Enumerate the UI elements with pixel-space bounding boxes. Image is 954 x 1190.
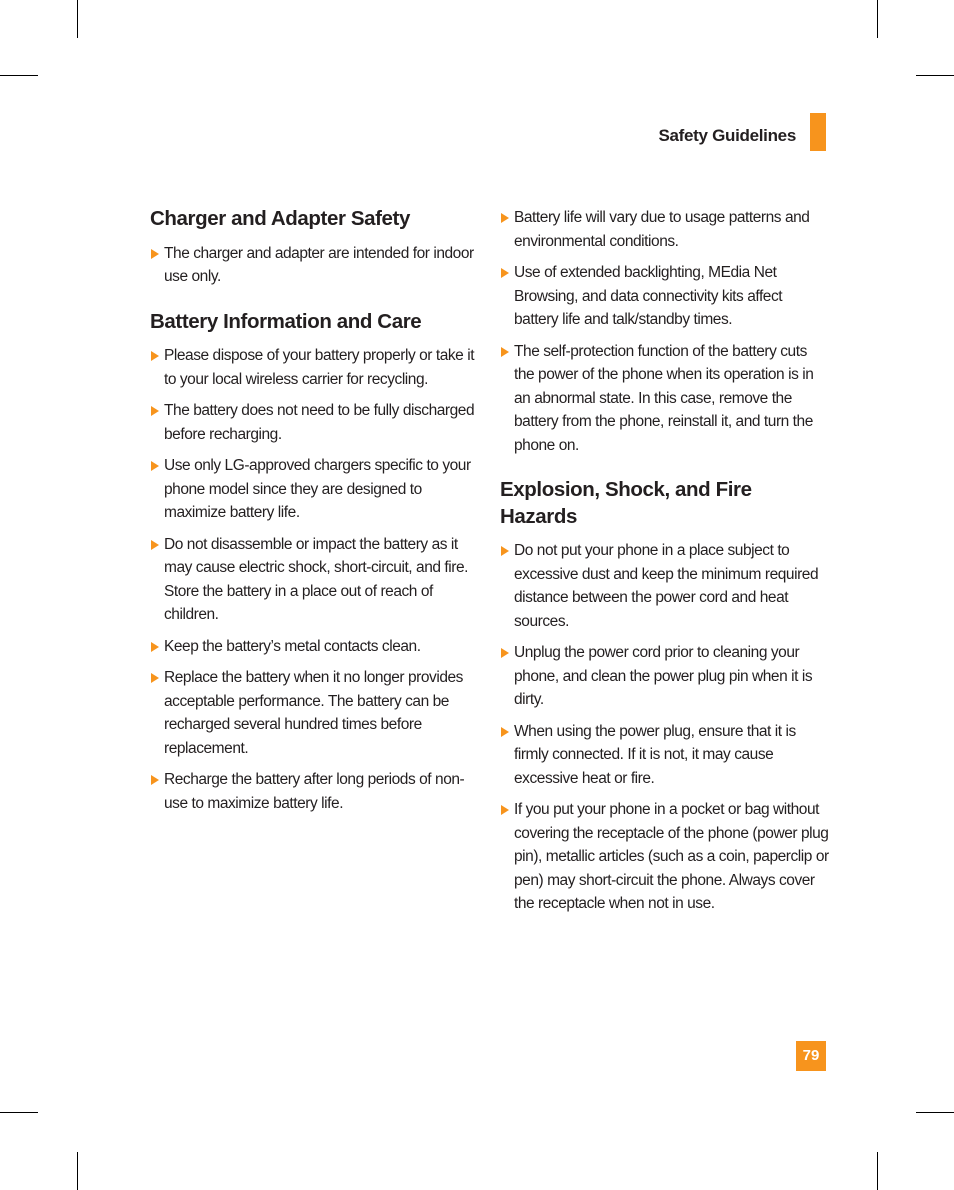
- section-charger-safety: [150, 206, 480, 289]
- bullet-arrow-icon: [501, 268, 509, 278]
- bullet-arrow-icon: [501, 648, 509, 658]
- bullet-arrow-icon: [501, 727, 509, 737]
- bullet-arrow-icon: [151, 642, 159, 652]
- bullet-arrow-icon: [151, 249, 159, 259]
- bullet-arrow-icon: [151, 775, 159, 785]
- section-heading: Charger and Adapter Safety: [150, 207, 410, 230]
- list-item: Do not put your phone in a place subject to excessive dust and keep the minimum required distance between the power cord and heat sources.: [500, 539, 830, 633]
- page-header-title: Safety Guidelines: [658, 126, 796, 145]
- bullet-arrow-icon: [501, 805, 509, 815]
- section-heading: Battery Information and Care: [150, 309, 422, 333]
- list-item: Use only LG-approved chargers specific to your phone model since they are designed to maximize battery life.: [150, 454, 480, 525]
- crop-mark: [916, 1112, 954, 1113]
- list-item: Use of extended backlighting, MEdia Net Browsing, and data connectivity kits affect battery life and talk/standby times.: [500, 261, 830, 332]
- bullet-arrow-icon: [151, 540, 159, 550]
- crop-mark: [0, 1112, 38, 1113]
- bullet-list: [500, 539, 830, 916]
- bullet-arrow-icon: [501, 347, 509, 357]
- list-item: Please dispose of your battery properly or take it to your local wireless carrier for recycling.: [150, 344, 480, 391]
- header-accent-bar: [810, 113, 826, 151]
- list-item: Replace the battery when it no longer provides acceptable performance. The battery can be recharged several hundred times before replacement.: [150, 666, 480, 760]
- bullet-arrow-icon: [151, 673, 159, 683]
- crop-mark: [77, 1152, 78, 1190]
- bullet-arrow-icon: [151, 406, 159, 416]
- crop-mark: [0, 75, 38, 76]
- list-item: The charger and adapter are intended for indoor use only.: [150, 242, 480, 289]
- list-item: Unplug the power cord prior to cleaning your phone, and clean the power plug pin when it is dirty.: [500, 641, 830, 712]
- section-battery-continued: [500, 206, 830, 457]
- bullet-arrow-icon: [151, 461, 159, 471]
- page-number-badge: 79: [796, 1041, 826, 1071]
- bullet-list: [150, 344, 480, 815]
- section-battery-care: [150, 309, 480, 816]
- crop-mark: [877, 0, 878, 38]
- bullet-arrow-icon: [501, 546, 509, 556]
- list-item: When using the power plug, ensure that it is firmly connected. If it is not, it may cause excessive heat or fire.: [500, 720, 830, 791]
- right-column: [500, 206, 830, 924]
- crop-mark: [77, 0, 78, 38]
- crop-mark: [916, 75, 954, 76]
- bullet-arrow-icon: [151, 351, 159, 361]
- list-item: Recharge the battery after long periods of non-use to maximize battery life.: [150, 768, 480, 815]
- list-item: Keep the battery’s metal contacts clean.: [150, 635, 480, 659]
- list-item: Do not disassemble or impact the battery as it may cause electric shock, short-circuit, and fire. Store the battery in a place out of reach of children.: [150, 533, 480, 627]
- list-item: The self-protection function of the battery cuts the power of the phone when its operation is in an abnormal state. In this case, remove the battery from the phone, reinstall it, and turn the phone on.: [500, 340, 830, 458]
- crop-mark: [877, 1152, 878, 1190]
- bullet-list: [150, 242, 480, 289]
- list-item: The battery does not need to be fully discharged before recharging.: [150, 399, 480, 446]
- list-item: Battery life will vary due to usage patterns and environmental conditions.: [500, 206, 830, 253]
- bullet-arrow-icon: [501, 213, 509, 223]
- section-heading: Explosion, Shock, and Fire Hazards: [500, 478, 752, 528]
- bullet-list: [500, 206, 830, 457]
- section-explosion-hazards: [500, 477, 830, 916]
- left-column: [150, 206, 480, 823]
- list-item: If you put your phone in a pocket or bag without covering the receptacle of the phone (power plug pin), metallic articles (such as a coin, paperclip or pen) may short-circuit the phone. Always cover the receptacle when not in use.: [500, 798, 830, 916]
